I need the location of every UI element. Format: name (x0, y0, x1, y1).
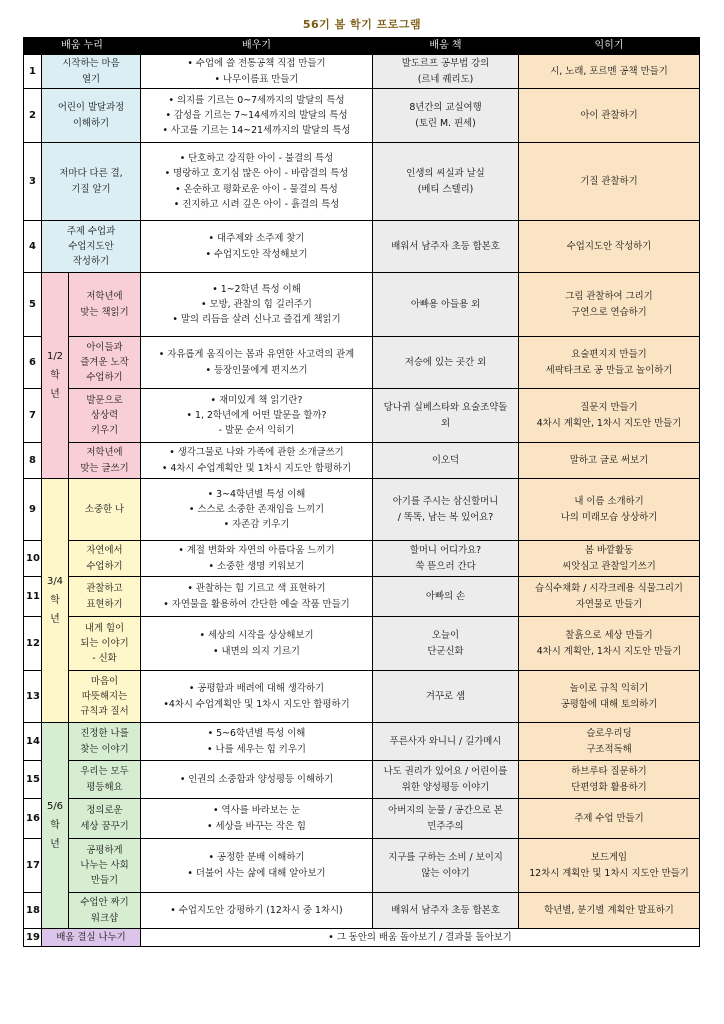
topic-cell (69, 337, 141, 389)
cell-line: 정의로운 (86, 805, 123, 817)
cell-line: 세팍타크로 공 만들고 놀이하기 (545, 364, 673, 376)
practice-cell (519, 143, 700, 221)
practice-cell (519, 89, 700, 143)
cell-line: 저마다 다른 결, (59, 168, 123, 180)
cell-line: 위한 양성평등 이야기 (401, 781, 490, 793)
cell-line: 요술편지지 만들기 (571, 349, 647, 361)
grade-group-g3 (42, 723, 69, 929)
cell-line: 평등해요 (86, 781, 123, 793)
cell-line: 할머니 어디가요? (409, 545, 482, 557)
cell-line: • 재미있게 책 읽기란? (210, 394, 303, 406)
practice-cell (519, 221, 700, 273)
cell-line: 배워서 남주자 초등 합본호 (391, 240, 500, 252)
book-cell (373, 389, 519, 443)
cell-line: 나누는 사회 (80, 859, 129, 871)
cell-line: • 그 동안의 배움 돌아보기 / 결과물 돌아보기 (328, 931, 512, 943)
cell-line: 세상 꿈꾸기 (80, 820, 129, 832)
topic-cell (42, 89, 141, 143)
table-row (24, 929, 700, 947)
cell-line: 12차시 계획안 및 1차시 지도안 만들기 (529, 867, 689, 879)
book-cell (373, 273, 519, 337)
cell-line: • 공평함과 배려에 대해 생각하기 (188, 683, 325, 695)
book-cell (373, 761, 519, 799)
cell-line: 이오덕 (431, 454, 460, 466)
row-number: 4 (24, 221, 42, 273)
book-cell (373, 577, 519, 617)
book-cell (373, 671, 519, 723)
learn-cell (141, 799, 373, 839)
book-cell (373, 617, 519, 671)
cell-line: 보드게임 (590, 852, 628, 864)
learn-cell (141, 541, 373, 577)
cell-line: 아빠용 아들용 외 (410, 298, 481, 310)
book-cell (373, 221, 519, 273)
cell-line: 수업지도안 작성하기 (566, 240, 652, 252)
cell-line: • 나무이름표 만들기 (214, 73, 299, 85)
cell-line: 그림 관찰하여 그리기 (565, 291, 653, 303)
table-row (24, 143, 700, 221)
cell-line: 1/2 (46, 351, 64, 362)
practice-cell (519, 617, 700, 671)
cell-line: 수업하기 (86, 372, 123, 384)
table-row (24, 671, 700, 723)
cell-line: 내 이름 소개하기 (574, 496, 644, 508)
cell-line: • 사고를 기르는 14~21세까지의 발달의 특성 (162, 125, 351, 137)
topic-cell (69, 799, 141, 839)
row-number: 13 (24, 671, 42, 723)
cell-line: 찾는 이야기 (80, 743, 129, 755)
cell-line: • 자존감 키우기 (223, 519, 290, 531)
header-book: 배움 책 (373, 38, 519, 55)
cell-line: • 역사를 바라보는 눈 (213, 805, 300, 817)
practice-cell (519, 799, 700, 839)
cell-line: • 관찰하는 힘 기르고 색 표현하기 (187, 583, 326, 595)
row-number: 3 (24, 143, 42, 221)
cell-line: (르네 퀘리도) (417, 73, 474, 85)
book-cell (373, 55, 519, 89)
learn-cell (141, 55, 373, 89)
cell-line: 맞는 책읽기 (80, 306, 129, 318)
row-number: 2 (24, 89, 42, 143)
cell-line: 진정한 나를 (80, 728, 129, 740)
cell-line: 단군신화 (427, 645, 464, 657)
practice-cell (519, 723, 700, 761)
cell-line: 저학년에 (86, 291, 123, 303)
cell-line: 나의 미래모습 상상하기 (560, 511, 658, 523)
topic-cell (42, 929, 141, 947)
learn-cell (141, 389, 373, 443)
cell-line: • 감성을 기르는 7~14세까지의 발달의 특성 (165, 109, 348, 121)
book-cell (373, 479, 519, 541)
cell-line: • 세상의 시작을 상상해보기 (199, 630, 314, 642)
practice-cell (519, 389, 700, 443)
cell-line: • 의지를 기르는 0~7세까지의 발달의 특성 (168, 94, 345, 106)
page-title: 56기 봄 학기 프로그램 (302, 18, 422, 31)
cell-line: 표현하기 (86, 598, 123, 610)
cell-line: 구조적독해 (586, 743, 632, 755)
row-number: 17 (24, 839, 42, 893)
cell-line: 아버지의 눈물 / 공간으로 본 (388, 805, 503, 817)
cell-line: 우리는 모두 (80, 766, 129, 778)
cell-line: 열기 (81, 73, 101, 85)
cell-line: - 발문 순서 익히기 (218, 425, 295, 437)
grade-group-g2 (42, 479, 69, 723)
row-number: 5 (24, 273, 42, 337)
cell-line: 배워서 남주자 초등 합본호 (391, 904, 500, 916)
practice-cell (519, 337, 700, 389)
cell-line: 4차시 계획안, 1차시 지도안 만들기 (536, 417, 682, 429)
book-cell (373, 337, 519, 389)
cell-line: 외 (440, 417, 451, 429)
topic-cell (69, 389, 141, 443)
cell-line: 아이들과 (86, 341, 123, 353)
cell-line: 내게 힘이 (84, 622, 125, 634)
cell-line: 학년별, 분기별 계획안 발표하기 (544, 904, 674, 916)
cell-line: 수업하기 (86, 560, 123, 572)
cell-line: 따뜻해지는 (81, 690, 128, 702)
cell-line: 공평하게 (86, 844, 123, 856)
cell-line: 4차시 계획안, 1차시 지도안 만들기 (536, 645, 682, 657)
learn-cell (141, 839, 373, 893)
cell-line: 소중한 나 (84, 503, 125, 515)
grade-group-g1 (42, 273, 69, 479)
learn-cell (141, 893, 373, 929)
cell-line: • 3~4학년별 특성 이해 (207, 488, 306, 500)
cell-line: 말하고 글로 써보기 (569, 454, 649, 466)
program-table (23, 37, 700, 947)
cell-line: 쑥 뜯으러 간다 (415, 560, 476, 572)
cell-line: • 계절 변화와 자연의 아름다움 느끼기 (178, 545, 335, 557)
row-number: 14 (24, 723, 42, 761)
table-row (24, 723, 700, 761)
learn-cell (141, 617, 373, 671)
learn-cell (141, 273, 373, 337)
topic-cell (69, 839, 141, 893)
table-row (24, 577, 700, 617)
cell-line: 저승에 있는 곳간 외 (404, 356, 487, 368)
cell-line: 이해하기 (72, 117, 110, 129)
learn-cell (141, 89, 373, 143)
table-row (24, 541, 700, 577)
topic-cell (69, 761, 141, 799)
cell-line: 씨앗심고 관찰일기쓰기 (562, 560, 656, 572)
topic-cell (69, 893, 141, 929)
cell-line: 년 (50, 839, 60, 850)
table-row (24, 479, 700, 541)
cell-line: 년 (50, 389, 60, 400)
practice-cell (519, 577, 700, 617)
cell-line: - 신화 (92, 653, 117, 665)
cell-line: • 수업에 쓸 전통공책 직접 만들기 (187, 58, 326, 70)
cell-line: 수업지도안 (68, 240, 114, 252)
topic-cell (42, 143, 141, 221)
book-cell (373, 893, 519, 929)
topic-cell (69, 541, 141, 577)
cell-line: 규칙과 질서 (80, 706, 129, 718)
header-practice: 익히기 (519, 38, 700, 55)
table-row (24, 799, 700, 839)
cell-line: • 온순하고 평화로운 아이 - 물결의 특성 (175, 183, 338, 195)
cell-line: 슬로우리딩 (586, 728, 632, 740)
cell-line: 즐겨운 노작 (80, 356, 129, 368)
cell-line: (베티 스텔리) (417, 183, 474, 195)
topic-cell (69, 577, 141, 617)
row-number: 8 (24, 443, 42, 479)
cell-line: 주제 수업 만들기 (574, 812, 644, 824)
cell-line: • 모방, 관찰의 힘 길러주기 (201, 298, 312, 310)
header-topic: 배움 누리 (24, 38, 141, 55)
practice-cell (519, 761, 700, 799)
table-row (24, 221, 700, 273)
cell-line: 되는 이야기 (80, 637, 129, 649)
learn-cell (141, 479, 373, 541)
row-number: 11 (24, 577, 42, 617)
practice-cell (519, 273, 700, 337)
cell-line: 주제 수업과 (66, 225, 116, 237)
cell-line: 푸른사자 와니니 / 길가메시 (389, 735, 502, 747)
table-row (24, 443, 700, 479)
cell-line: 습식수채화 / 시각크레용 식물그리기 (535, 583, 683, 595)
cell-line: 작성하기 (72, 256, 110, 268)
topic-cell (69, 443, 141, 479)
cell-line: 맞는 글쓰기 (80, 462, 129, 474)
cell-line: 오늘이 (431, 630, 460, 642)
cell-line: • 5~6학년별 특성 이해 (207, 728, 306, 740)
cell-line: 않는 이야기 (421, 867, 470, 879)
topic-cell (69, 671, 141, 723)
row-number: 12 (24, 617, 42, 671)
book-cell (373, 143, 519, 221)
learn-cell (141, 221, 373, 273)
cell-line: • 공정한 분배 이해하기 (208, 852, 305, 864)
table-row (24, 617, 700, 671)
cell-line: 당나귀 실베스타와 요술조약돌 (383, 402, 508, 414)
book-cell (373, 89, 519, 143)
cell-line: • 1, 2학년에게 어떤 발문을 할까? (186, 409, 327, 421)
practice-cell (519, 671, 700, 723)
topic-cell (42, 55, 141, 89)
cell-line: 배움 결실 나누기 (56, 931, 126, 943)
cell-line: • 자유롭게 움직이는 몸과 유연한 사고력의 관계 (158, 349, 355, 361)
cell-line: • 내면의 의지 기르기 (213, 645, 300, 657)
cell-line: 어린이 발달과정 (57, 102, 125, 114)
practice-cell (519, 443, 700, 479)
topic-cell (69, 273, 141, 337)
cell-line: 년 (50, 614, 60, 625)
row-number: 16 (24, 799, 42, 839)
book-cell (373, 839, 519, 893)
learn-cell (141, 337, 373, 389)
cell-line: 발도르프 공부법 강의 (401, 58, 490, 70)
cell-line: 공평함에 대해 토의하기 (560, 698, 658, 710)
cell-line: • 단호하고 강직한 아이 - 불결의 특성 (179, 153, 334, 165)
cell-line: 5/6 (46, 801, 64, 812)
cell-line: / 똑똑, 남는 복 있어요? (397, 511, 494, 523)
cell-line: • 생각그물로 나와 가족에 관한 소개글쓰기 (169, 447, 344, 459)
practice-cell (519, 541, 700, 577)
cell-line: 아기를 주시는 삼신할머니 (392, 496, 499, 508)
learn-cell (141, 143, 373, 221)
cell-line: 학 (50, 820, 60, 831)
table-body (24, 55, 700, 947)
practice-cell (519, 479, 700, 541)
topic-cell (69, 723, 141, 761)
cell-line: 민주주의 (427, 820, 464, 832)
cell-line: 8년간의 교실여행 (409, 102, 482, 114)
cell-line: 겨꾸로 샘 (425, 690, 466, 702)
cell-line: • 수업지도안 강평하기 (12차시 중 1차시) (170, 904, 343, 916)
cell-line: 시, 노래, 포르멘 공책 만들기 (550, 65, 668, 77)
cell-line: • 말의 리듬을 살려 신나고 즐겁게 책읽기 (172, 314, 341, 326)
cell-line: • 진지하고 시려 깊은 아이 - 흙결의 특성 (173, 198, 340, 210)
cell-line: 자연에서 (86, 545, 123, 557)
cell-line: 기질 관찰하기 (580, 175, 638, 187)
cell-line: 인생의 씨실과 날실 (406, 168, 485, 180)
practice-cell (519, 839, 700, 893)
cell-line: • 소중한 생명 키워보기 (208, 560, 305, 572)
book-cell (373, 723, 519, 761)
cell-line: • 4차시 수업계획안 및 1차시 지도안 합평하기 (161, 462, 352, 474)
cell-line: 수업안 짜기 (80, 897, 129, 909)
row-number: 15 (24, 761, 42, 799)
table-row (24, 389, 700, 443)
cell-line: • 세상을 바꾸는 작은 힘 (207, 820, 306, 832)
cell-line: 키우기 (90, 425, 119, 437)
book-cell (373, 541, 519, 577)
cell-line: 놀이로 규칙 익히기 (569, 683, 649, 695)
table-row (24, 89, 700, 143)
learn-cell (141, 761, 373, 799)
header-row (24, 38, 700, 55)
cell-line: 기질 알기 (71, 183, 111, 195)
cell-line: 찰흙으로 세상 만들기 (565, 630, 653, 642)
cell-line: 만들기 (90, 875, 119, 887)
practice-cell (519, 893, 700, 929)
row-number: 6 (24, 337, 42, 389)
row-number: 7 (24, 389, 42, 443)
cell-line: •4차시 수업계획안 및 1차시 지도안 합평하기 (163, 698, 350, 710)
cell-line: 구연으로 연습하기 (571, 306, 647, 318)
cell-line: • 등장인물에게 편지쓰기 (205, 364, 308, 376)
table-row (24, 839, 700, 893)
cell-line: • 수업지도안 작성해보기 (205, 248, 308, 260)
topic-cell (69, 479, 141, 541)
header-learn: 배우기 (141, 38, 373, 55)
cell-line: 질문지 만들기 (580, 402, 638, 414)
cell-line: • 스스로 소중한 존재임을 느끼기 (188, 503, 325, 515)
cell-line: 상상력 (90, 409, 119, 421)
topic-cell (69, 617, 141, 671)
cell-line: 발문으로 (86, 394, 123, 406)
cell-line: • 대주제와 소주제 찾기 (208, 233, 305, 245)
table-row (24, 893, 700, 929)
cell-line: 시작하는 마음 (62, 58, 120, 70)
learn-cell (141, 723, 373, 761)
cell-line: 하브루타 질문하기 (571, 766, 647, 778)
cell-line: 자연물로 만들기 (575, 598, 643, 610)
cell-line: 저학년에 (86, 447, 123, 459)
cell-line: • 명랑하고 호기심 많은 아이 - 바람결의 특성 (164, 168, 349, 180)
row-number: 18 (24, 893, 42, 929)
cell-line: 아이 관찰하기 (580, 109, 638, 121)
cell-line: (토린 M. 핀세) (415, 117, 476, 129)
cell-line: 3/4 (46, 576, 64, 587)
book-cell (373, 443, 519, 479)
learn-cell (141, 577, 373, 617)
cell-line: 나도 권리가 있어요 / 어린이를 (383, 766, 508, 778)
row-number: 9 (24, 479, 42, 541)
book-cell (373, 799, 519, 839)
cell-line: • 더불어 사는 삶에 대해 알아보기 (187, 867, 326, 879)
cell-line: • 인권의 소중함과 양성평등 이해하기 (179, 773, 334, 785)
cell-line: 관찰하고 (86, 583, 123, 595)
cell-line: 단편영화 활용하기 (571, 781, 647, 793)
cell-line: 아빠의 손 (425, 590, 466, 602)
cell-line: 학 (50, 595, 60, 606)
cell-line: 학 (50, 370, 60, 381)
topic-cell (42, 221, 141, 273)
learn-cell (141, 443, 373, 479)
cell-line: 지구를 구하는 소비 / 보이지 (388, 852, 503, 864)
cell-line: 마음이 (90, 675, 119, 687)
row-number: 1 (24, 55, 42, 89)
cell-line: 워크샵 (90, 912, 119, 924)
table-row (24, 761, 700, 799)
table-row (24, 55, 700, 89)
table-row (24, 337, 700, 389)
table-row (24, 273, 700, 337)
cell-line: • 자연물을 활용하여 간단한 예술 작품 만들기 (163, 598, 350, 610)
cell-line: • 나를 세우는 힘 키우기 (207, 743, 306, 755)
learn-cell (141, 671, 373, 723)
cell-line: • 1~2학년 특성 이해 (212, 283, 301, 295)
practice-cell (519, 55, 700, 89)
row-number: 19 (24, 929, 42, 947)
row-number: 10 (24, 541, 42, 577)
cell-line: 봄 바깥활동 (584, 545, 634, 557)
learn-cell (141, 929, 700, 947)
